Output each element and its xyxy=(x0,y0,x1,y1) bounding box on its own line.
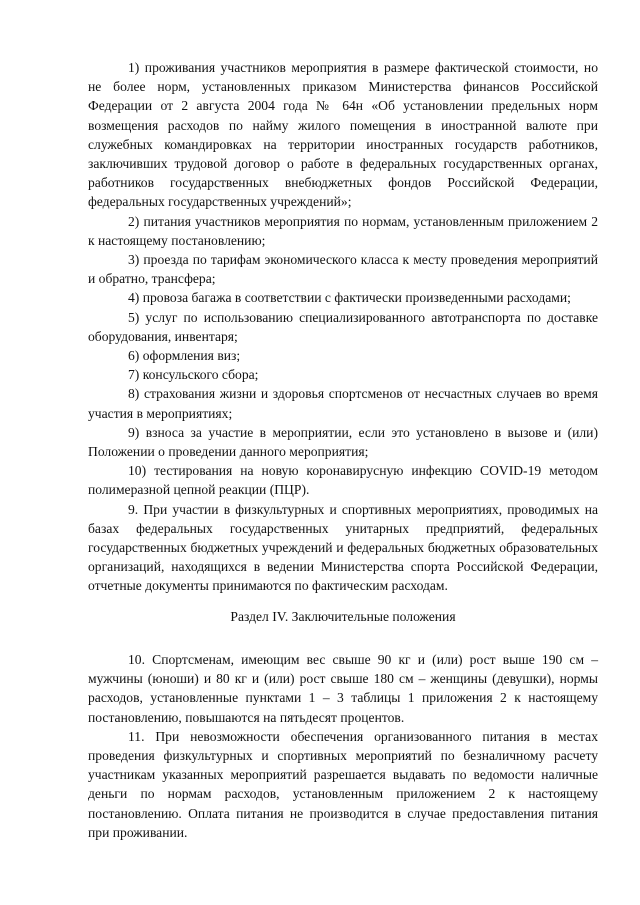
paragraph-clause-10: 10. Спортсменам, имеющим вес свыше 90 кг и (или) рост выше 190 см – мужчины (юноши) и 80 кг и (или) рост свыше 180 см – женщины (девушки), нормы расходов, установленные пунктами 1 – 3 таблицы 1 приложения 2 к настоящему постановлению, повышаются на пятьдесят процентов. xyxy=(88,651,598,725)
paragraph-item-7-consular-fee: 7) консульского сбора; xyxy=(128,367,259,383)
paragraph-item-1-accommodation: 1) проживания участников мероприятия в размере фактической стоимости, но не более норм, установленных приказом Министерства финансов Российской Федерации от 2 августа 2004 года № 64н «Об установлении предельных норм возмещения расходов по найму жилого помещения в иностранной валюте при служебных командировках на территории иностранных государств работников, заключивших трудовой договор о работе в федеральных государственных органах, работников государственных внебюджетных фондов Российской Федерации, федеральных государственных учреждений»; xyxy=(88,60,598,210)
paragraph-item-2-meals: 2) питания участников мероприятия по нормам, установленным приложением 2 к настоящему постановлению; xyxy=(88,213,598,248)
section-heading: Раздел IV. Заключительные положения xyxy=(230,608,456,624)
paragraph-clause-11: 11. При невозможности обеспечения организованного питания в местах проведения физкультурных и спортивных мероприятий по безналичному расчету участникам указанных мероприятий разрешается выдавать по ведомости наличные деньги по нормам расходов, установленным приложением 2 к настоящему постановлению. Оплата питания не производится в случае предоставления питания при проживании. xyxy=(88,728,598,840)
paragraph-item-5-transport: 5) услуг по использованию специализированного автотранспорта по доставке оборудования, инвентаря; xyxy=(88,309,598,344)
paragraph-clause-9: 9. При участии в физкультурных и спортивных мероприятиях, проводимых на базах федеральных государственных унитарных предприятий, федеральных государственных бюджетных учреждений и федеральных бюджетных образовательных организаций, находящихся в ведении Министерства спорта Российской Федерации, отчетные документы принимаются по фактическим расходам. xyxy=(88,501,598,594)
paragraph-item-10-covid-test: 10) тестирования на новую коронавирусную инфекцию COVID-19 методом полимеразной цепной реакции (ПЦР). xyxy=(88,463,598,498)
paragraph-item-9-entry-fee: 9) взноса за участие в мероприятии, если это установлено в вызове и (или) Положении о проведении данного мероприятия; xyxy=(88,424,598,460)
document-page xyxy=(88,58,598,842)
paragraph-item-4-baggage: 4) провоза багажа в соответствии с фактически произведенными расходами; xyxy=(128,290,571,306)
paragraph-item-3-travel: 3) проезда по тарифам экономического класса к месту проведения мероприятий и обратно, трансфера; xyxy=(88,252,598,287)
paragraph-item-6-visas: 6) оформления виз; xyxy=(128,348,241,364)
paragraph-item-8-insurance: 8) страхования жизни и здоровья спортсменов от несчастных случаев во время участия в мероприятиях; xyxy=(88,386,598,421)
